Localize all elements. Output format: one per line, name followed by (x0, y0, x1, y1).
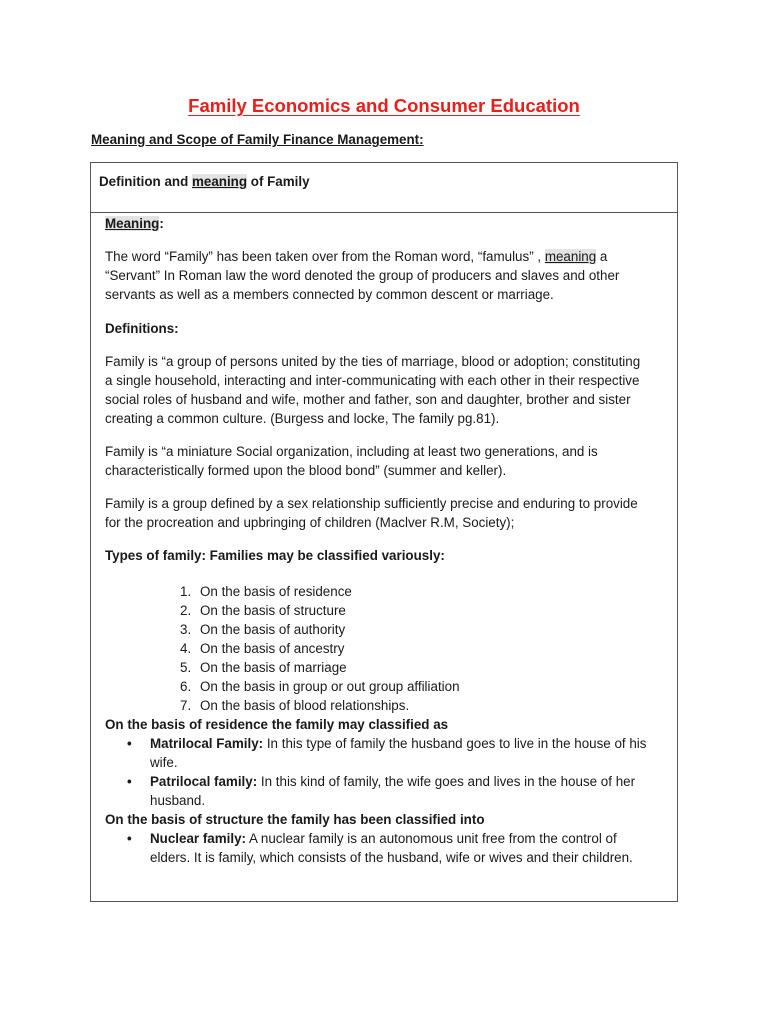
highlighted-word: meaning (544, 249, 597, 264)
list-item: • Nuclear family: A nuclear family is an autonomous unit free from the control of elders. It is family, which consists of the husband, wife or wives and their children. (127, 831, 633, 865)
definition-paragraph: Family is a group defined by a sex relationship sufficiently precise and enduring to provide for the procreation and upbringing of children (Maclver R.M, Society); (105, 496, 638, 530)
list-item: • Matrilocal Family: In this type of family the husband goes to live in the house of his wife. (127, 736, 647, 770)
box-body (91, 214, 677, 867)
section-subtitle: Meaning and Scope of Family Finance Management: (91, 132, 424, 147)
list-item: 7. On the basis of blood relationships. (180, 698, 410, 713)
list-item: 5. On the basis of marriage (180, 660, 347, 675)
residence-heading: On the basis of residence the family may classified as (105, 717, 449, 732)
meaning-paragraph: The word “Family” has been taken over from the Roman word, “famulus” , meaning a “Servant” In Roman law the word denoted the group of producers and slaves and other servants as well as a members connected by common descent or marriage. (105, 249, 620, 302)
bullet-icon: • (127, 831, 132, 846)
box-header-text: Definition and (99, 174, 192, 189)
definitions-heading: Definitions: (105, 321, 179, 336)
list-item: 1. On the basis of residence (180, 584, 352, 599)
document-title: Family Economics and Consumer Education (188, 95, 580, 116)
structure-heading: On the basis of structure the family has been classified into (105, 812, 485, 827)
list-item: 4. On the basis of ancestry (180, 641, 345, 656)
definition-paragraph: Family is “a group of persons united by the ties of marriage, blood or adoption; constituting a single household, interacting and inter-communicating with each other in their respective social roles of husband and wife, mother and father, son and daughter, brother and sister creating a common culture. (Burgess and locke, The family pg.81). (105, 354, 641, 426)
definition-paragraph: Family is “a miniature Social organization, including at least two generations, and is characteristically formed upon the blood bond” (summer and keller). (105, 444, 598, 478)
bullet-icon: • (127, 774, 132, 789)
box-header-text-end: of Family (247, 174, 310, 189)
types-list (105, 582, 651, 715)
residence-list (105, 734, 651, 810)
list-item: 6. On the basis in group or out group affiliation (180, 679, 460, 694)
structure-list (105, 829, 651, 867)
box-header (91, 163, 677, 213)
highlighted-word: meaning (191, 174, 248, 189)
list-item: 3. On the basis of authority (180, 622, 346, 637)
content-box (90, 162, 678, 902)
types-heading: Types of family: Families may be classified variously: (105, 548, 445, 563)
bullet-icon: • (127, 736, 132, 751)
list-item: 2. On the basis of structure (180, 603, 346, 618)
meaning-heading: Meaning: (105, 216, 164, 231)
list-item: • Patrilocal family: In this kind of family, the wife goes and lives in the house of her husband. (127, 774, 636, 808)
